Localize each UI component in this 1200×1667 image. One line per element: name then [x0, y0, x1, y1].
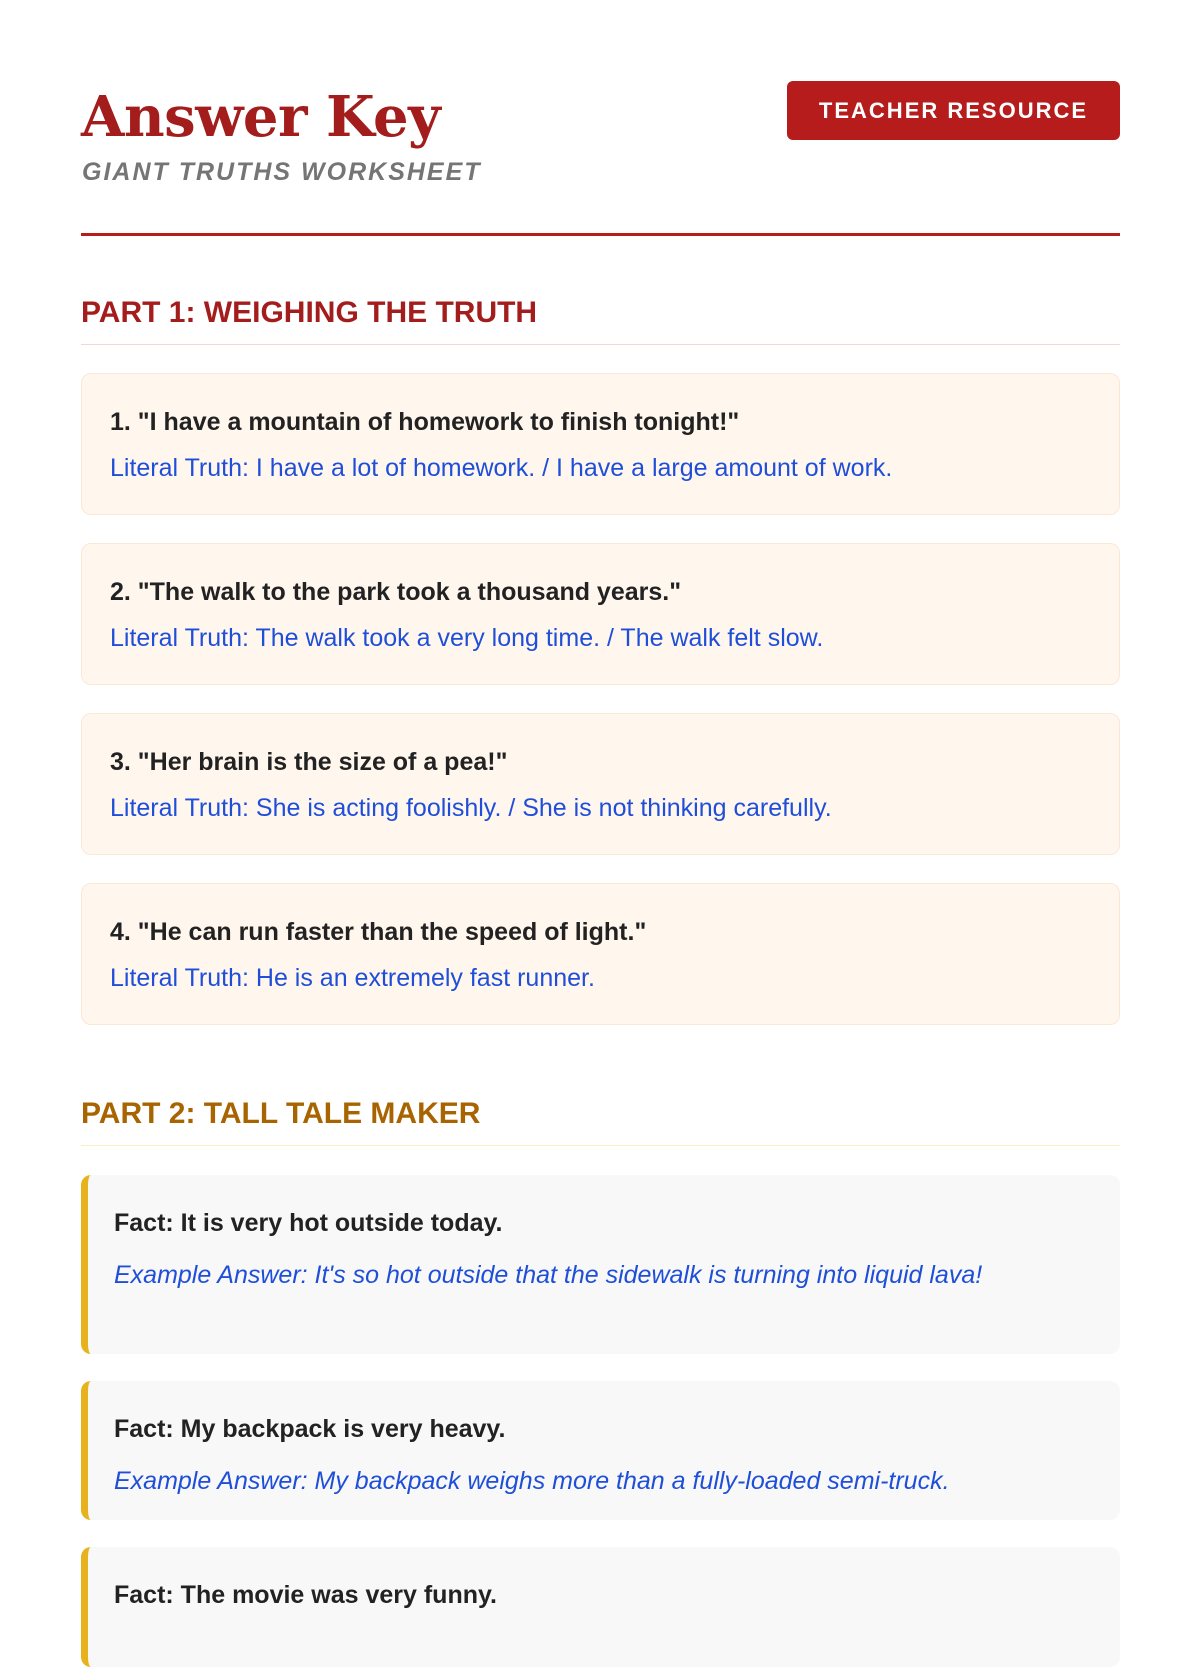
- truth-card-2: [81, 543, 1120, 685]
- tall-tale-card-2: [81, 1381, 1120, 1520]
- literal-truth-answer: Literal Truth: The walk took a very long time. / The walk felt slow.: [110, 624, 824, 652]
- literal-truth-answer: Literal Truth: I have a lot of homework. / I have a large amount of work.: [110, 454, 893, 482]
- page-header: [81, 0, 1120, 236]
- hyperbole-sentence: 1. "I have a mountain of homework to finish tonight!": [110, 408, 740, 436]
- teacher-resource-badge: TEACHER RESOURCE: [787, 81, 1120, 140]
- hyperbole-sentence: 3. "Her brain is the size of a pea!": [110, 748, 508, 776]
- tall-tale-card-1: [81, 1175, 1120, 1354]
- example-answer: Example Answer: My backpack weighs more than a fully-loaded semi-truck.: [114, 1467, 950, 1495]
- fact-statement: Fact: My backpack is very heavy.: [114, 1415, 506, 1443]
- part-1-heading: PART 1: WEIGHING THE TRUTH: [81, 293, 1120, 345]
- truth-card-3: [81, 713, 1120, 855]
- hyperbole-sentence: 2. "The walk to the park took a thousand years.": [110, 578, 682, 606]
- page-subtitle: GIANT TRUTHS WORKSHEET: [82, 158, 482, 186]
- example-answer: Example Answer: It's so hot outside that the sidewalk is turning into liquid lava!: [114, 1261, 983, 1289]
- page-title: Answer Key: [81, 84, 441, 150]
- literal-truth-answer: Literal Truth: She is acting foolishly. / She is not thinking carefully.: [110, 794, 832, 822]
- part-2-heading: PART 2: TALL TALE MAKER: [81, 1094, 1120, 1146]
- tall-tale-card-3: [81, 1547, 1120, 1667]
- truth-card-4: [81, 883, 1120, 1025]
- fact-statement: Fact: It is very hot outside today.: [114, 1209, 503, 1237]
- truth-card-1: [81, 373, 1120, 515]
- fact-statement: Fact: The movie was very funny.: [114, 1581, 497, 1609]
- literal-truth-answer: Literal Truth: He is an extremely fast runner.: [110, 964, 595, 992]
- answer-key-page: [81, 0, 1120, 1609]
- hyperbole-sentence: 4. "He can run faster than the speed of light.": [110, 918, 647, 946]
